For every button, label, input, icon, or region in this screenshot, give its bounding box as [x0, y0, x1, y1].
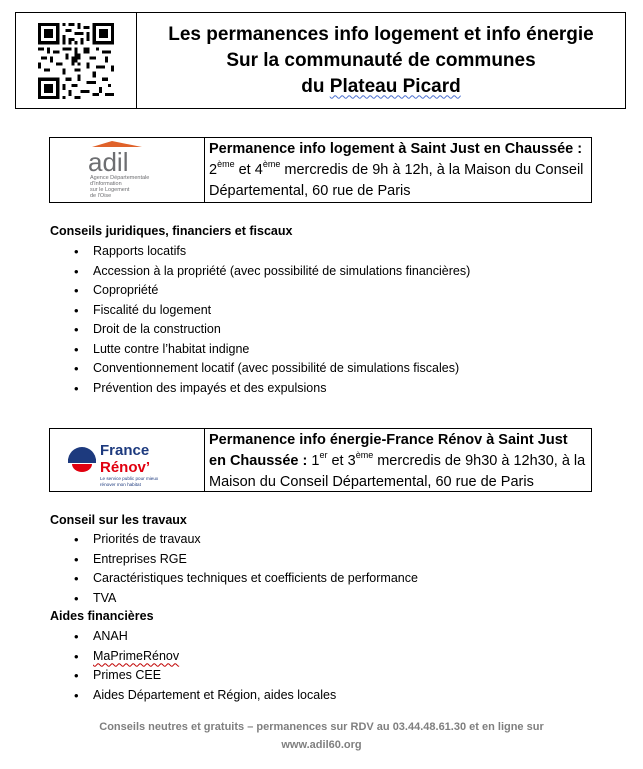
renov-day1-sup: er	[319, 450, 328, 461]
renov-logo-tagline-2: rénover mon habitat	[100, 482, 141, 487]
renov-permanence-title: Permanence info énergie-France Rénov à Saint Just en Chaussée :	[209, 432, 568, 469]
list-item	[50, 589, 418, 609]
list-item	[50, 320, 470, 340]
title-line-3-name: Plateau Picard	[329, 75, 461, 97]
renov-day2-sup: ème	[355, 450, 374, 461]
list-item-text: Entreprises RGE	[93, 551, 187, 566]
adil-permanence-box	[49, 137, 592, 203]
list-item-text: Droit de la construction	[93, 322, 221, 336]
renov-and: et	[327, 453, 348, 469]
section-financial-aid-title: Aides financières	[50, 609, 154, 623]
list-item	[50, 550, 418, 570]
renov-permanence-text	[205, 429, 591, 491]
list-item-text: Primes CEE	[93, 668, 162, 682]
list-item	[50, 686, 336, 706]
list-item-text: Accession à la propriété (avec possibilité de simulations financières)	[93, 263, 471, 278]
renov-day1: 1	[311, 453, 320, 469]
list-item-text: Copropriété	[93, 283, 159, 297]
title-line-3-prefix: du	[301, 75, 330, 97]
renov-logo-tagline-1: Le service public pour mieux	[100, 476, 159, 481]
title-line-2: Sur la communauté de communes	[226, 49, 536, 71]
adil-logo-subtitle-2: d'Information	[90, 181, 122, 187]
footer-line-1: Conseils neutres et gratuits – permanences sur RDV au 03.44.48.61.30 et en ligne sur	[99, 721, 544, 733]
section-works-title: Conseil sur les travaux	[50, 513, 187, 527]
header-box	[15, 12, 626, 109]
adil-and: et	[234, 162, 255, 178]
list-item	[50, 359, 470, 379]
adil-permanence-text	[205, 138, 591, 202]
adil-permanence-title: Permanence info logement à Saint Just en Chaussée :	[209, 141, 583, 157]
adil-logo-cell	[50, 138, 205, 202]
list-item-text: Prévention des impayés et des expulsions	[93, 380, 327, 395]
works-advice-list	[50, 530, 418, 608]
list-item-text: Rapports locatifs	[93, 244, 187, 258]
legal-advice-list	[50, 242, 470, 398]
list-item-text: Aides Département et Région, aides locales	[93, 687, 337, 702]
footer	[0, 718, 643, 754]
adil-logo-text: adil	[88, 147, 129, 177]
adil-logo-subtitle-4: de l'Oise	[90, 193, 112, 199]
list-item-text: ANAH	[93, 629, 128, 643]
adil-details: mercredis de 9h à 12h, à la Maison du Conseil Départemental, 60 rue de Paris	[209, 162, 584, 199]
renov-logo-cell	[50, 429, 205, 491]
page-title	[137, 13, 625, 108]
list-item	[50, 569, 418, 589]
adil-day1-sup: ème	[217, 159, 235, 170]
list-item-text: Fiscalité du logement	[93, 302, 212, 317]
france-renov-logo-icon	[62, 431, 192, 489]
title-line-1: Les permanences info logement et info énergie	[168, 23, 594, 45]
footer-website-link[interactable]: www.adil60.org	[281, 739, 362, 751]
adil-day2: 4	[254, 162, 263, 178]
list-item	[50, 627, 336, 647]
adil-day1: 2	[209, 162, 218, 178]
adil-logo-subtitle-3: sur le Logement	[90, 187, 130, 193]
renov-logo-line-2: Rénov’	[100, 459, 151, 476]
adil-logo-subtitle-1: Agence Départementale	[90, 175, 150, 181]
adil-day2-sup: ème	[262, 159, 281, 170]
renov-details: mercredis de 9h30 à 12h30, à la Maison du Conseil Départemental, 60 rue de Paris	[209, 453, 586, 490]
renov-logo-line-1: France	[100, 442, 150, 459]
renov-permanence-box	[49, 428, 592, 492]
financial-aid-list	[50, 627, 336, 705]
list-item	[50, 242, 470, 262]
list-item-text: MaPrimeRénov	[93, 648, 180, 663]
list-item-text: Lutte contre l’habitat indigne	[93, 341, 250, 356]
list-item	[50, 301, 470, 321]
list-item	[50, 530, 418, 550]
list-item	[50, 379, 470, 399]
list-item	[50, 340, 470, 360]
qr-code-icon[interactable]	[38, 23, 114, 99]
list-item-text: Caractéristiques techniques et coefficients de performance	[93, 571, 418, 585]
title-line-3	[301, 74, 460, 100]
list-item	[50, 281, 470, 301]
adil-logo-icon	[72, 139, 182, 201]
list-item-text: Priorités de travaux	[93, 532, 201, 546]
section-legal-title: Conseils juridiques, financiers et fiscaux	[50, 224, 293, 238]
list-item	[50, 262, 470, 282]
list-item-text: TVA	[93, 590, 117, 605]
list-item	[50, 647, 336, 667]
renov-day2: 3	[347, 453, 356, 469]
list-item	[50, 666, 336, 686]
qr-code-cell	[16, 13, 137, 108]
list-item-text: Conventionnement locatif (avec possibilité de simulations fiscales)	[93, 361, 460, 375]
